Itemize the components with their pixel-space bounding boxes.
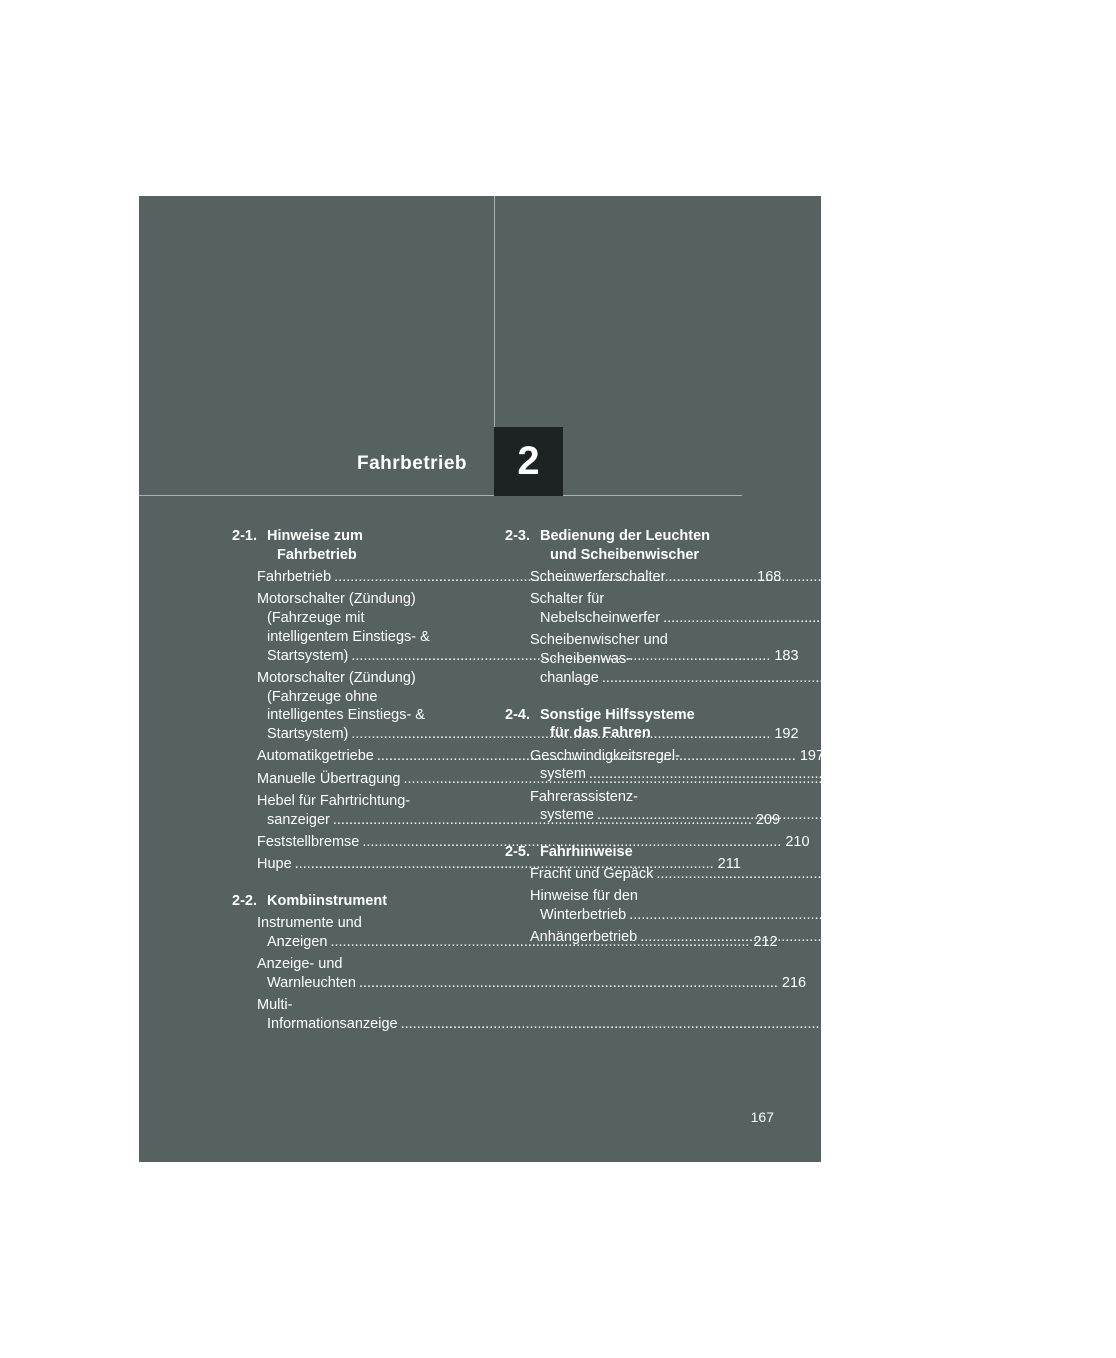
leader-dots (602, 670, 1021, 686)
section-number: 2-4. (505, 706, 530, 723)
toc-entry-text: Automatikgetriebe (257, 748, 374, 765)
leader-dots (656, 865, 1075, 884)
toc-entry-text: Startsystem) (267, 726, 349, 743)
section-title-line: Sonstige Hilfssysteme (540, 706, 695, 723)
toc-entry-text: intelligentem Einstiegs- & (267, 628, 430, 645)
toc-entry-text: systeme (540, 807, 594, 824)
section-number: 2-2. (232, 892, 257, 909)
toc-entry-text: Hupe (257, 855, 292, 872)
section-title-line: Fahrhinweise (540, 844, 633, 861)
toc-page-number: 216 (781, 974, 807, 991)
toc-entry-row (530, 865, 1104, 884)
chapter-title: Fahrbetrieb (356, 453, 467, 474)
toc-entry-text: Feststellbremse (257, 833, 360, 850)
toc-entry-text: Warnleuchten (267, 974, 356, 991)
toc-entry-text: Startsystem) (267, 647, 349, 664)
leader-dots (663, 610, 1082, 626)
section-title-line: Kombiinstrument (267, 892, 388, 909)
toc-entry-row (257, 855, 741, 874)
toc-entry[interactable] (257, 996, 848, 1034)
toc-entry-text: Motorschalter (Zündung) (257, 669, 416, 686)
toc-entry-text: Instrumente und (257, 914, 362, 931)
chapter-number-box (494, 427, 563, 496)
toc-page-number: 235 (1024, 669, 1050, 686)
toc-page-number: 251 (1079, 866, 1104, 883)
toc-entry-row (530, 906, 1077, 925)
toc-entry-text: system (540, 766, 586, 783)
toc-page-number: 243 (1019, 807, 1045, 824)
toc-page-number: 258 (1063, 929, 1088, 946)
toc-entry-text: Motorschalter (Zündung) (257, 591, 416, 608)
toc-entry-text: Manuelle Übertragung (257, 770, 401, 787)
section-title-line: für das Fahren (550, 725, 651, 742)
section-title-line: Fahrbetrieb (277, 546, 357, 563)
toc-page-number: 226 (1091, 568, 1116, 585)
toc-entry-text: Multi- (257, 996, 293, 1013)
toc-page-number: 211 (717, 855, 741, 872)
toc-entry-text: Anzeigen (267, 933, 328, 950)
toc-page-number: 205 (826, 770, 851, 787)
horizontal-divider (139, 495, 742, 496)
toc-page-number: 183 (774, 647, 799, 664)
leader-dots (359, 975, 778, 991)
toc-entry-text: Scheibenwas- (540, 650, 632, 667)
toc-entry[interactable] (530, 590, 1111, 628)
toc-entry-text: Schalter für (530, 591, 605, 608)
toc-entry-row (257, 833, 810, 852)
toc-entry-row (257, 974, 807, 993)
toc-entry-row (530, 609, 1111, 628)
toc-page-number: 233 (1086, 609, 1111, 626)
toc-entry-text: Fahrbetrieb (257, 568, 332, 585)
section-heading (473, 706, 741, 744)
section-title-line: Hinweise zum (267, 528, 363, 544)
toc-entry-text: Nebelscheinwerfer (540, 609, 661, 626)
leader-dots (629, 907, 1048, 923)
section-heading (200, 527, 468, 565)
toc-page-number: 221 (823, 1015, 848, 1032)
section-number: 2-3. (505, 528, 530, 544)
section-title (530, 843, 741, 862)
toc-entry[interactable] (530, 887, 1077, 925)
leader-dots (640, 928, 1059, 947)
leader-dots (401, 1016, 820, 1032)
leader-dots (589, 766, 1008, 782)
toc-entry-text: Anhängerbetrieb (530, 929, 638, 946)
toc-entry-text: chanlage (540, 669, 599, 686)
toc-entry-row (257, 1015, 848, 1034)
section-heading (473, 527, 741, 565)
page-number: 167 (750, 1109, 774, 1125)
toc-entry[interactable] (257, 833, 810, 852)
toc-entry-text: (Fahrzeuge ohne (267, 688, 378, 705)
section-title (530, 706, 741, 744)
toc-page-number: 168 (757, 568, 782, 585)
toc-entry-text: intelligentes Einstiegs- & (267, 707, 425, 724)
section-title (257, 892, 468, 911)
section-number: 2-5. (505, 844, 530, 861)
leader-dots (668, 568, 1087, 587)
toc-entry[interactable] (257, 955, 807, 993)
toc-page-number: 209 (755, 811, 781, 828)
toc-entry-text: sanzeiger (267, 811, 330, 828)
toc-page-number: 210 (785, 833, 810, 850)
toc-entry-text: Hinweise für den (530, 888, 638, 905)
toc-page-number: 197 (799, 748, 825, 765)
section-number: 2-1. (232, 528, 257, 544)
toc-entry-text: Geschwindigkeitsregel- (530, 747, 680, 764)
toc-entry-text: Fahrerassistenz- (530, 788, 638, 805)
section-heading (473, 843, 741, 862)
leader-dots (597, 807, 1016, 823)
toc-page-number: 253 (1052, 907, 1077, 924)
section-title (530, 527, 741, 565)
toc-entry-text: Informationsanzeige (267, 1015, 398, 1032)
chapter-number: 2 (517, 439, 540, 483)
toc-entry-row (530, 669, 1050, 688)
toc-entry-text: Anzeige- und (257, 955, 343, 972)
toc-entry-text: Hebel für Fahrtrichtung- (257, 792, 411, 809)
toc-entry-text: Winterbetrieb (540, 907, 627, 924)
toc-entry-text: Scheinwerferschalter (530, 568, 666, 585)
section-heading (200, 892, 468, 911)
toc-entry[interactable] (257, 855, 741, 874)
section-title-line: und Scheibenwischer (550, 546, 700, 563)
toc-page-number: 238 (1011, 766, 1037, 783)
toc-entry[interactable] (530, 865, 1104, 884)
toc-entry-text: Scheibenwischer und (530, 632, 668, 649)
section-title-line: Bedienung der Leuchten (540, 528, 710, 544)
toc-page-number: 212 (753, 933, 778, 950)
section-title (257, 527, 468, 565)
toc-entry-text: (Fahrzeuge mit (267, 609, 365, 626)
toc-entry-text: Fracht und Gepäck (530, 866, 654, 883)
toc-page-number: 192 (774, 726, 799, 743)
